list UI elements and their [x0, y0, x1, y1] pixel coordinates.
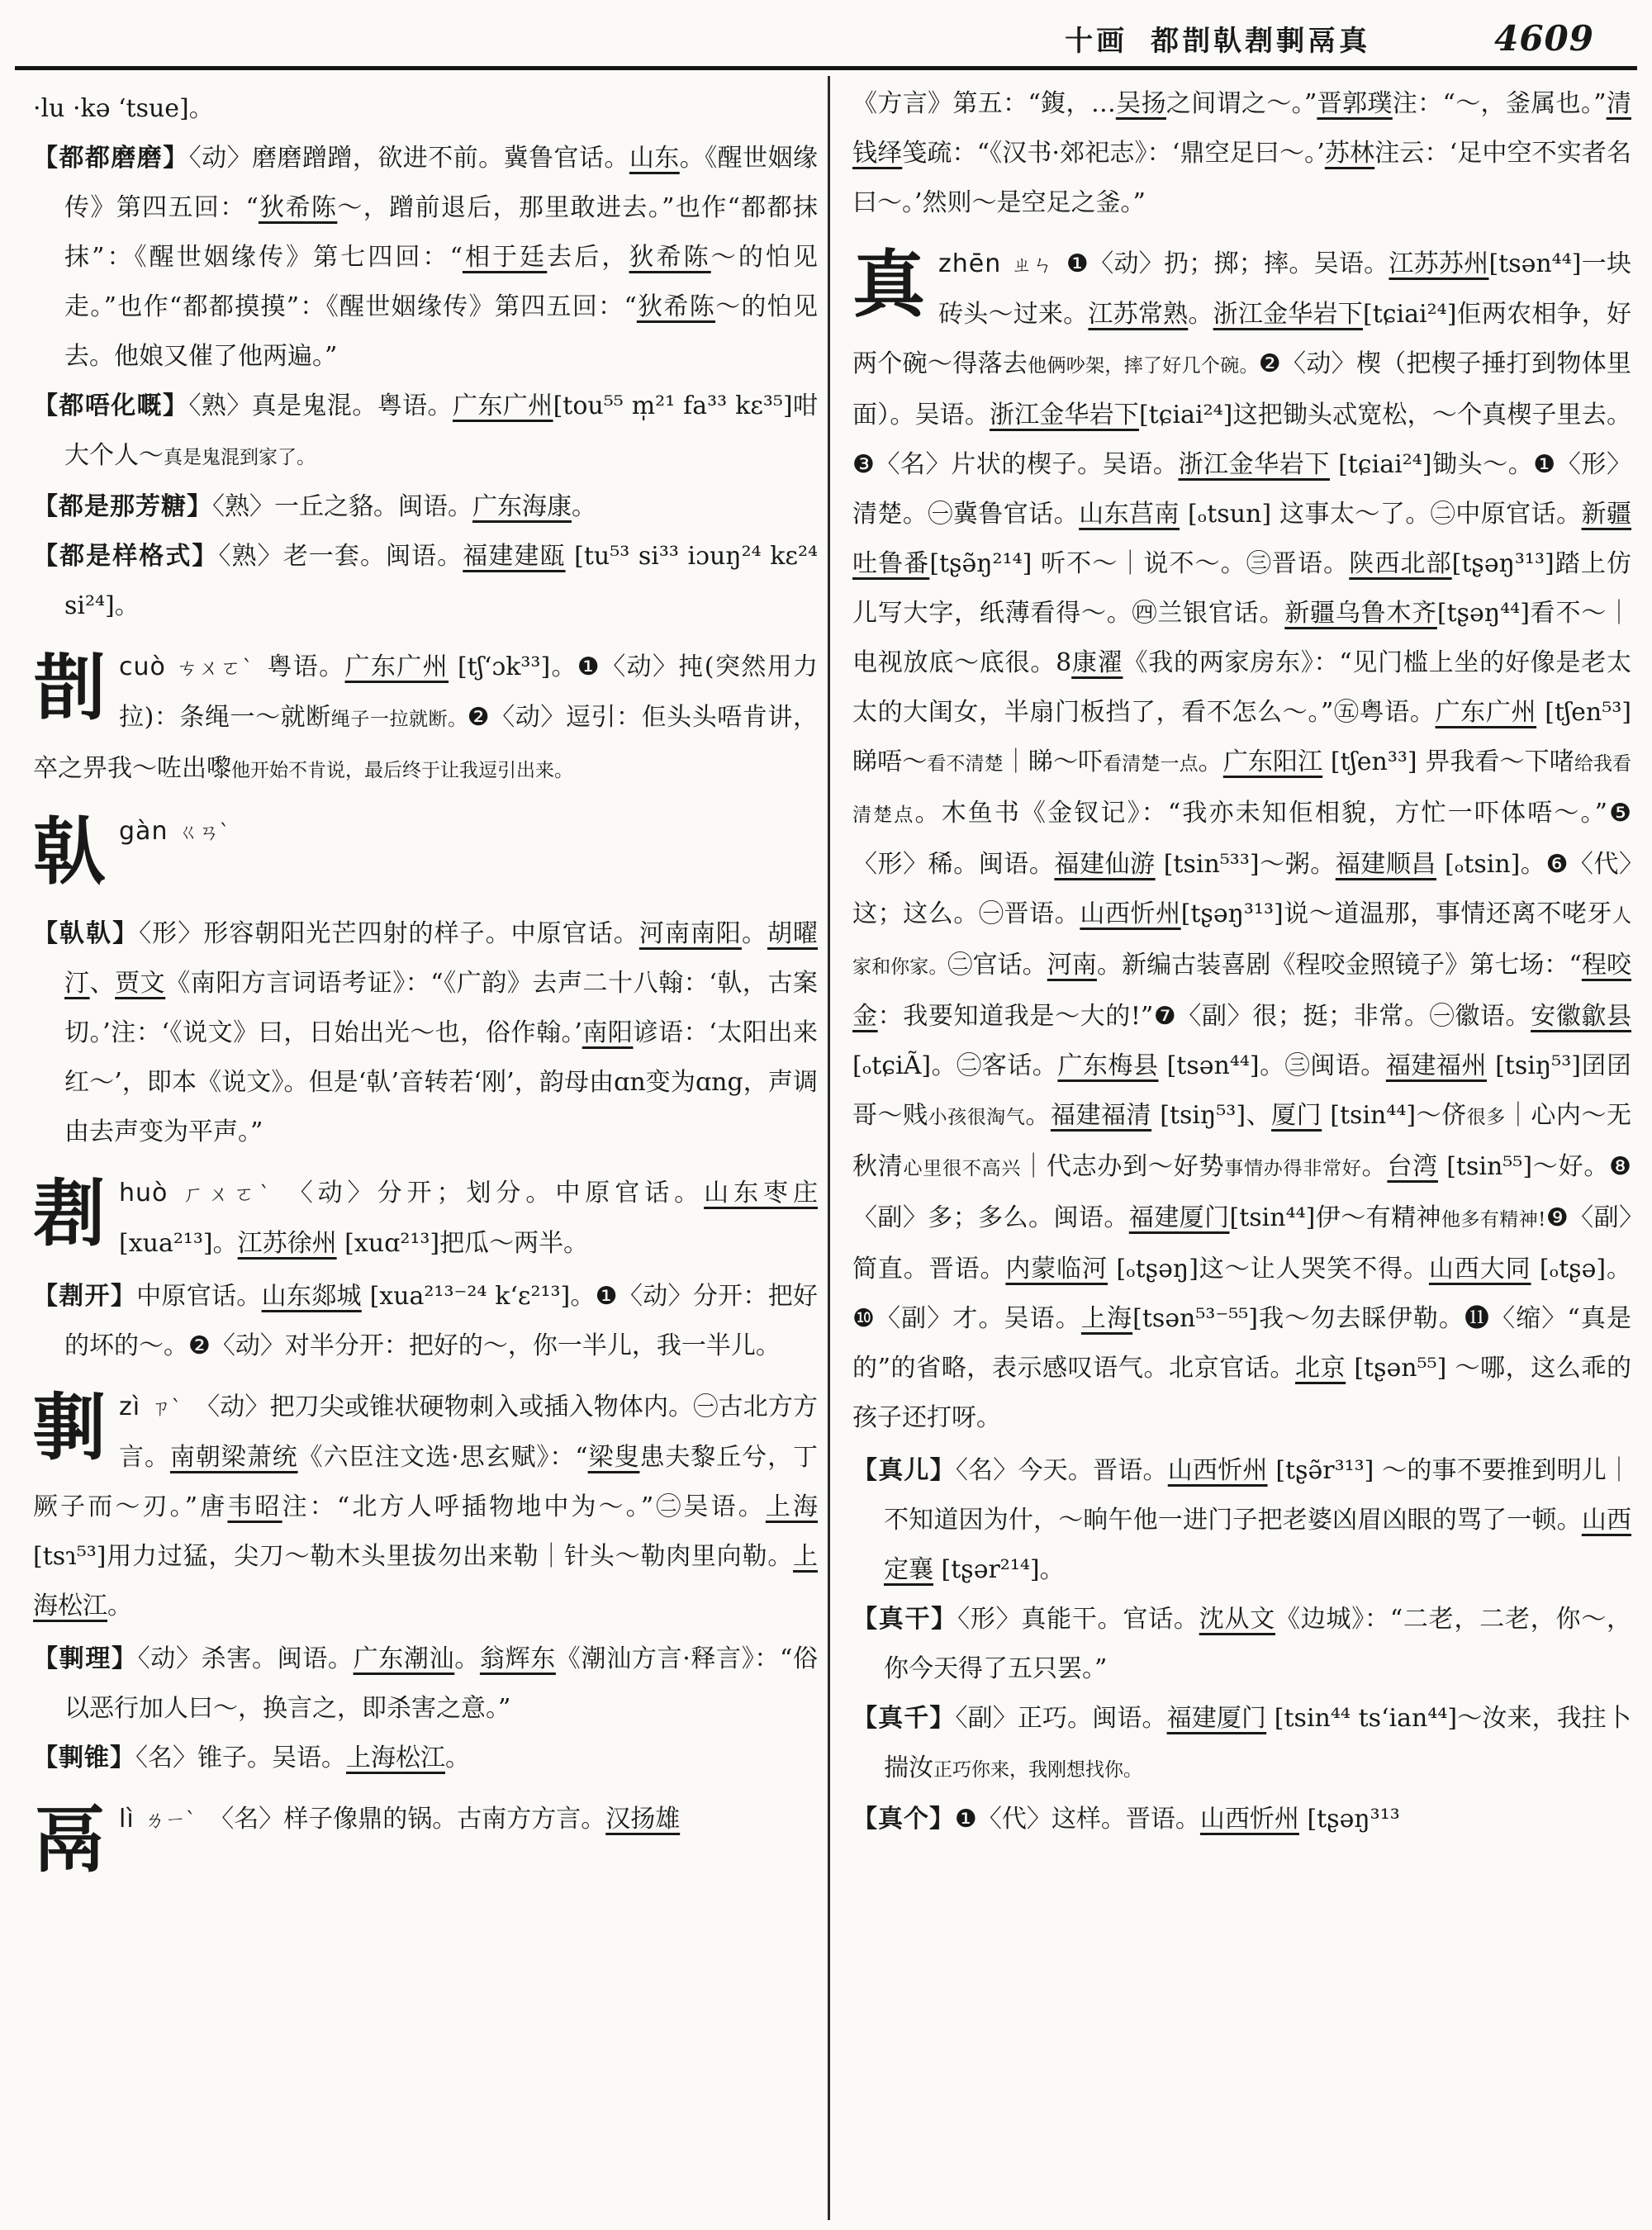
proper-noun: 韦昭 — [227, 1492, 282, 1521]
body-text: 。 — [1361, 1152, 1388, 1181]
body-text: 笺疏：“《汉书·郊祀志》：‘鼎空足曰～。’ — [902, 139, 1325, 168]
headword-range-label: 都剒倝剨剚鬲真 — [1151, 25, 1371, 58]
compound-headword: 【剨开】 — [33, 1282, 137, 1311]
zhuyin-label: ㄌㄧˋ — [144, 1808, 197, 1832]
body-text: [tsən⁴⁴]。㊂闽语。 — [1158, 1051, 1386, 1080]
proper-noun: 山西忻州 — [1167, 1456, 1268, 1485]
body-text: [tsin⁴⁴]～侪 — [1322, 1101, 1467, 1130]
body-text: [tsɿ⁵³]用力过猛，尖刀～勒木头里拔勿出来勒｜针头～勒肉里向勒。 — [33, 1542, 793, 1571]
compound-entry — [33, 909, 818, 1157]
body-text: ～的怕见去。他娘又催了他两遍。” — [64, 292, 818, 371]
proper-noun: 山西忻州 — [1080, 899, 1181, 928]
gloss-text: 看清楚一点 — [1103, 753, 1199, 775]
headword-character: 剨 — [33, 1170, 107, 1256]
body-text: 注：“～，釜属也。” — [1392, 89, 1607, 118]
stroke-section-label: 十画 — [1065, 25, 1128, 58]
body-text: [tsin⁴⁴]伊～有精神 — [1229, 1203, 1441, 1232]
proper-noun: 广东广州 — [452, 391, 553, 420]
compound-entry — [33, 134, 818, 382]
headword-entry — [33, 807, 818, 906]
proper-noun: 广东潮汕 — [353, 1644, 455, 1673]
body-text: ｜心内～无秋清 — [852, 1101, 1632, 1181]
proper-noun: 胡曜汀 — [64, 919, 819, 998]
body-text: ～的怕见走。”也作“都都摸摸”：《醒世姻缘传》第四五回：“ — [64, 243, 819, 321]
compound-entry — [33, 532, 818, 631]
body-text: 〈形〉真能干。官话。 — [957, 1605, 1199, 1634]
proper-noun: 安徽歙县 — [1531, 1002, 1631, 1031]
proper-noun: 广东阳江 — [1222, 747, 1323, 776]
body-text: [tʃen³³] 畀我看～下啫 — [1322, 747, 1574, 776]
body-text: [ₒtsun] 这事太～了。㊁中原官话。 — [1179, 500, 1582, 529]
proper-noun: 狄希陈 — [636, 292, 716, 321]
proper-noun: 贾文 — [115, 969, 166, 998]
body-text: 之间谓之～。” — [1165, 89, 1317, 118]
body-text: [tʂə̃r³¹³] ～的事不要推到明儿｜不知道因为什，～晌午他一进门子把老婆凶眉凶眼的骂了一顿。 — [884, 1456, 1632, 1535]
compound-entry — [852, 1446, 1631, 1595]
body-text: [tʂəŋ³¹³]踏上仿儿写大字，纸薄看得～。㊃兰银官话。 — [852, 549, 1632, 628]
body-text: [tʃen⁵³]睇唔～ — [852, 698, 1632, 776]
proper-noun: 福建厦门 — [1128, 1203, 1230, 1232]
body-text: [ₒtʂəŋ]这～让人哭笑不得。 — [1107, 1255, 1429, 1283]
proper-noun: 广东广州 — [344, 652, 449, 681]
proper-noun: 山东 — [629, 144, 680, 173]
compound-entry — [852, 1795, 1631, 1844]
gloss-text: 他俩吵架，摔了好几个碗。 — [1028, 355, 1259, 377]
compound-headword: 【剚理】 — [33, 1644, 138, 1673]
page-number: 4609 — [1494, 18, 1594, 59]
body-text: 注：“北方人呼插物地中为～。”㊁吴语。 — [282, 1492, 766, 1521]
body-text: [ₒtsin]。❻〈代〉这；这么。㊀晋语。 — [852, 850, 1632, 928]
proper-noun: 浙江金华岩下 — [1178, 450, 1330, 479]
body-text: ·lu ·kə ʻtsue]。 — [33, 94, 214, 123]
proper-noun: 山东莒南 — [1079, 500, 1180, 529]
proper-noun: 厦门 — [1271, 1101, 1322, 1130]
body-text: 〈熟〉一丘之貉。闽语。 — [212, 492, 472, 521]
body-text: ❷〈动〉楔（把楔子捶打到物体里面）。吴语。 — [852, 349, 1632, 429]
gloss-text: 他开始不肯说，最后终于让我逗引出来。 — [231, 760, 573, 781]
body-text: 《潮汕方言·释言》：“俗以恶行加人曰～，换言之，即杀害之意。” — [64, 1644, 819, 1723]
right-column — [852, 79, 1631, 1844]
proper-noun: 狄希陈 — [258, 193, 338, 222]
body-text: 《南阳方言词语考证》：“《广韵》去声二十八翰：‘倝，古案切。’注：‘《说文》曰，日始出光～也，俗作翰。’ — [64, 969, 819, 1047]
body-text: ：我要知道我是～大的!”❼〈副〉很；挺；非常。㊀徽语。 — [877, 1002, 1531, 1031]
column-divider — [828, 76, 830, 2220]
proper-noun: 苏林 — [1324, 139, 1375, 168]
compound-entry — [33, 382, 818, 482]
body-text: 、 — [89, 969, 116, 998]
body-text: 中原官话。 — [136, 1282, 262, 1311]
body-text: 《我的两家房东》：“见门槛上坐的好像是老太太的大闺女，半扇门板挡了，看不怎么～。”㊄粤语。 — [852, 648, 1631, 727]
headword-character: 剚 — [33, 1384, 107, 1470]
continuation-paragraph — [33, 84, 818, 134]
compound-headword: 【都是那芳糖】 — [33, 492, 212, 521]
proper-noun: 新疆乌鲁木齐 — [1284, 599, 1437, 628]
pinyin-label: lì — [119, 1805, 135, 1834]
gloss-text: 很多 — [1466, 1107, 1506, 1128]
body-text: [tsin⁴⁴ tsʻian⁴⁴]～汝来，我拄卜揣汝 — [884, 1704, 1631, 1782]
proper-noun: 浙江金华岩下 — [1213, 300, 1363, 329]
pinyin-label: zhēn — [938, 249, 1002, 278]
compound-headword: 【都唔化嘅】 — [33, 391, 189, 420]
body-text: 《六臣注文选·思玄赋》：“ — [297, 1443, 588, 1472]
proper-noun: 河南南阳 — [638, 919, 742, 948]
proper-noun: 江苏徐州 — [237, 1229, 337, 1258]
body-text: [tɕiai²⁴]这把锄头忒宽松，～个真楔子里去。❸〈名〉片状的楔子。吴语。 — [852, 401, 1631, 479]
body-text: [tʂəŋ³¹³ — [1298, 1805, 1400, 1834]
body-text: 〈动〉分开；划分。中原官话。 — [287, 1179, 705, 1208]
proper-noun: 上海 — [1080, 1304, 1133, 1333]
proper-noun: 内蒙临河 — [1005, 1255, 1108, 1283]
body-text: [tou⁵⁵ m̩²¹ fa³³ kɛ³⁵]咁大个人～ — [64, 391, 819, 470]
body-text: ❶〈代〉这样。晋语。 — [955, 1805, 1200, 1834]
body-text: [tsən⁴⁴]一块砖头～过来。 — [938, 249, 1631, 329]
proper-noun: 福建建瓯 — [463, 542, 566, 571]
left-column — [33, 84, 818, 1897]
proper-noun: 程咬金 — [852, 951, 1632, 1031]
compound-headword: 【都是样格式】 — [33, 542, 219, 571]
body-text: 〈形〉形容朝阳光芒四射的样子。中原官话。 — [139, 919, 639, 948]
body-text: ❶〈动〉扔；掷；摔。吴语。 — [1066, 249, 1389, 278]
gloss-text: 真是鬼混到家了。 — [164, 447, 316, 468]
proper-noun: 南朝梁萧统 — [169, 1443, 298, 1472]
running-head — [0, 18, 1594, 59]
gloss-text: 看不清楚 — [927, 753, 1004, 775]
body-text: 。 — [1188, 300, 1213, 329]
body-text: ～，蹭前退后，那里敢进去。”也作“都都抹抹”：《醒世姻缘传》第七四回：“ — [64, 193, 818, 272]
gloss-text: 正巧你来，我刚想找你。 — [933, 1759, 1142, 1781]
body-text: ｜睇～吓 — [1003, 747, 1104, 776]
headword-entry — [33, 643, 818, 795]
body-text: [ₒtɕiÃ]。㊁客话。 — [852, 1051, 1058, 1080]
proper-noun: 浙江金华岩下 — [989, 401, 1139, 429]
body-text: [ₒtʂə]。❿〈副〉才。吴语。 — [852, 1255, 1632, 1333]
proper-noun: 翁辉东 — [479, 1644, 556, 1673]
body-text: 〈动〉杀害。闽语。 — [137, 1644, 354, 1673]
zhuyin-label: ㄍㄢˋ — [178, 820, 230, 844]
zhuyin-label: ㄏㄨㄛˋ — [178, 1182, 275, 1206]
proper-noun: 山东郯城 — [261, 1282, 362, 1311]
gloss-text: 心里很不高兴 — [903, 1158, 1022, 1179]
proper-noun: 南阳 — [582, 1018, 634, 1047]
body-text: 注云：‘足中空不实者名曰～。’然则～是空足之釜。” — [852, 139, 1632, 217]
compound-entry — [33, 482, 818, 532]
proper-noun: 江苏常熟 — [1088, 300, 1189, 329]
proper-noun: 康濯 — [1071, 648, 1123, 677]
body-text: 。新编古装喜剧《程咬金照镜子》第七场：“ — [1096, 951, 1582, 980]
proper-noun: 福建厦门 — [1166, 1704, 1267, 1733]
proper-noun: 沈从文 — [1199, 1605, 1275, 1634]
headword-entry — [33, 1795, 818, 1894]
body-text: 去后， — [547, 243, 629, 272]
headword-entry — [852, 240, 1631, 1443]
header-rule — [15, 66, 1637, 70]
body-text: 。 — [572, 492, 596, 521]
proper-noun: 福建仙游 — [1054, 850, 1156, 879]
compound-headword: 【倝倝】 — [33, 919, 140, 948]
gloss-text: 小孩很淘气 — [928, 1107, 1026, 1128]
body-text: 《方言》第五：“鍑，… — [852, 89, 1116, 118]
body-text: 〈熟〉老一套。闽语。 — [218, 542, 463, 571]
proper-noun: 相于廷 — [462, 243, 548, 272]
compound-entry — [852, 1694, 1631, 1795]
body-text: 《边城》：“二老，二老，你～，你今天得了五只罢。” — [884, 1605, 1632, 1683]
body-text: [tʂə̃ŋ²¹⁴] 听不～｜说不～。㊂晋语。 — [929, 549, 1350, 578]
body-text: ❾〈副〉简直。晋语。 — [852, 1203, 1632, 1283]
body-text: 〈动〉磨磨蹭蹭，欲进不前。冀鲁官话。 — [188, 144, 629, 173]
body-text: [tɕiai²⁴]锄头～。❶〈形〉清楚。㊀冀鲁官话。 — [852, 450, 1632, 529]
pinyin-label: gàn — [119, 817, 169, 846]
gloss-text: 事情办得非常好 — [1224, 1158, 1362, 1179]
headword-character: 倝 — [33, 809, 107, 894]
body-text: ｜代志办到～好势 — [1021, 1152, 1225, 1181]
zhuyin-label: ㄓㄣ — [1011, 253, 1054, 277]
body-text: 〈动〉把刀尖或锥状硬物刺入或插入物体内。㊀古北方方言。 — [119, 1393, 818, 1472]
proper-noun: 梁叟 — [587, 1443, 640, 1472]
compound-entry — [33, 1635, 818, 1734]
proper-noun: 上海松江 — [33, 1542, 818, 1620]
body-text: 〈副〉正巧。闽语。 — [955, 1704, 1167, 1733]
headword-entry — [33, 1383, 818, 1631]
body-text: [tsin⁵⁵]～好。❽〈副〉多；多么。闽语。 — [852, 1152, 1631, 1232]
compound-entry — [33, 1272, 818, 1371]
body-text: 。 — [741, 919, 767, 948]
body-text: 患夫黎丘兮，丁厥子而～刃。”唐 — [33, 1443, 819, 1521]
body-text: [tʂəŋ³¹³]说～道温那，事情还离不咾牙 — [1180, 899, 1613, 928]
compound-headword: 【真干】 — [852, 1605, 958, 1634]
body-text: 。 — [107, 1592, 132, 1620]
compound-headword: 【都都磨磨】 — [33, 144, 189, 173]
proper-noun: 江苏苏州 — [1389, 249, 1489, 278]
gloss-text: 人家和你家。 — [852, 905, 1632, 978]
body-text: [xua²¹³⁻²⁴ kʻɛ²¹³]。❶〈动〉分开：把好的坏的～。❷〈动〉对半分开：把好的～，你一半儿，我一半儿。 — [64, 1282, 819, 1360]
zhuyin-label: ㄗˋ — [150, 1396, 183, 1420]
body-text: [tsin⁵³³]～粥。 — [1155, 850, 1336, 879]
proper-noun: 福建顺昌 — [1335, 850, 1436, 879]
gloss-text: 他多有精神! — [1441, 1209, 1546, 1231]
proper-noun: 晋郭璞 — [1317, 89, 1393, 118]
compound-entry — [852, 1595, 1631, 1694]
body-text: 。 — [445, 1744, 470, 1772]
proper-noun: 广东海康 — [472, 492, 572, 521]
body-text: [xua²¹³]。 — [119, 1229, 238, 1258]
proper-noun: 上海 — [765, 1492, 818, 1521]
proper-noun: 河南 — [1047, 951, 1097, 980]
body-text: 。《醒世姻缘传》第四五回：“ — [64, 144, 819, 222]
proper-noun: 吴扬 — [1115, 89, 1166, 118]
body-text: [tsiŋ⁵³]、 — [1151, 1101, 1272, 1130]
proper-noun: 山东枣庄 — [704, 1179, 818, 1208]
zhuyin-label: ㄘㄨㄛˋ — [175, 656, 254, 680]
proper-noun: 清钱绎 — [852, 89, 1632, 168]
body-text: [tʂəŋ⁴⁴]看不～｜电视放底～底很。8 — [852, 599, 1632, 677]
compound-entry — [33, 1734, 818, 1783]
proper-noun: 新疆吐鲁番 — [852, 500, 1632, 578]
headword-character: 剒 — [33, 644, 107, 730]
body-text: 。 — [1025, 1101, 1051, 1130]
body-text: 。 — [1198, 747, 1223, 776]
proper-noun: 北京 — [1295, 1354, 1346, 1383]
proper-noun: 陕西北部 — [1349, 549, 1452, 578]
body-text: ❷〈动〉逗引：佢头头唔肯讲，卒之畀我～咗出嚟 — [33, 703, 818, 783]
proper-noun: 福建福州 — [1385, 1051, 1488, 1080]
body-text: [tsən⁵³⁻⁵⁵]我～勿去睬伊勒。⓫〈缩〉“真是的”的省略，表示感叹语气。北京官话。 — [852, 1304, 1631, 1383]
proper-noun: 福建福清 — [1050, 1101, 1152, 1130]
proper-noun: 狄希陈 — [629, 243, 711, 272]
pinyin-label: huò — [119, 1179, 169, 1208]
body-text: [tsiŋ⁵³]囝囝哥～贱 — [852, 1051, 1632, 1130]
body-text: [tɕiai²⁴]佢两农相争，好两个碗～得落去 — [852, 300, 1632, 378]
proper-noun: 山西忻州 — [1199, 1805, 1299, 1834]
body-text: [tʂər²¹⁴]。 — [933, 1555, 1065, 1584]
compound-headword: 【真个】 — [852, 1805, 955, 1834]
body-text: 粤语。 — [267, 652, 345, 681]
gloss-text: 绳子一拉就断。 — [330, 709, 468, 730]
headword-character: 鬲 — [33, 1796, 107, 1882]
compound-headword: 【真千】 — [852, 1704, 956, 1733]
headword-entry — [33, 1169, 818, 1269]
proper-noun: 山西大同 — [1428, 1255, 1531, 1283]
headword-character: 真 — [852, 241, 926, 327]
body-text: 〈名〉锥子。吴语。 — [135, 1744, 346, 1772]
continuation-paragraph — [852, 79, 1631, 228]
body-text: 〈名〉今天。晋语。 — [955, 1456, 1168, 1485]
body-text: 。木鱼书《金钗记》：“我亦未知佢相貌，方忙一吓体唔～。”❺〈形〉稀。闽语。 — [852, 799, 1631, 879]
proper-noun: 台湾 — [1387, 1152, 1438, 1181]
proper-noun: 山西定襄 — [884, 1506, 1632, 1584]
body-text: 谚语：‘太阳出来红～’，即本《说文》。但是‘倝’音转若‘刚’，韵母由ɑn变为ɑng，声调由去声变为平声。” — [64, 1018, 819, 1146]
body-text: [tʃʻɔk³³]。❶〈动〉扽(突然用力拉)：条绳一～就断 — [119, 652, 818, 732]
body-text: 〈名〉样子像鼎的锅。古南方方言。 — [209, 1805, 606, 1834]
body-text: 〈熟〉真是鬼混。粤语。 — [188, 391, 453, 420]
proper-noun: 汉扬雄 — [605, 1805, 681, 1834]
proper-noun: 广东广州 — [1435, 698, 1537, 727]
body-text: 。 — [454, 1644, 480, 1673]
body-text: [xuɑ²¹³]把瓜～两半。 — [336, 1229, 589, 1258]
compound-headword: 【真儿】 — [852, 1456, 956, 1485]
body-text: ㊁官话。 — [947, 951, 1047, 980]
body-text: [tʂən⁵⁵] ～哪，这么乖的孩子还打呀。 — [852, 1354, 1632, 1432]
pinyin-label: cuò — [119, 652, 166, 681]
body-text: [tu⁵³ si³³ iɔuŋ²⁴ kɛ²⁴ si²⁴]。 — [64, 542, 819, 620]
proper-noun: 广东梅县 — [1057, 1051, 1159, 1080]
gloss-text: 给我看清楚点 — [852, 753, 1632, 826]
proper-noun: 上海松江 — [346, 1744, 445, 1772]
compound-headword: 【剚锥】 — [33, 1744, 135, 1772]
pinyin-label: zì — [119, 1393, 141, 1421]
